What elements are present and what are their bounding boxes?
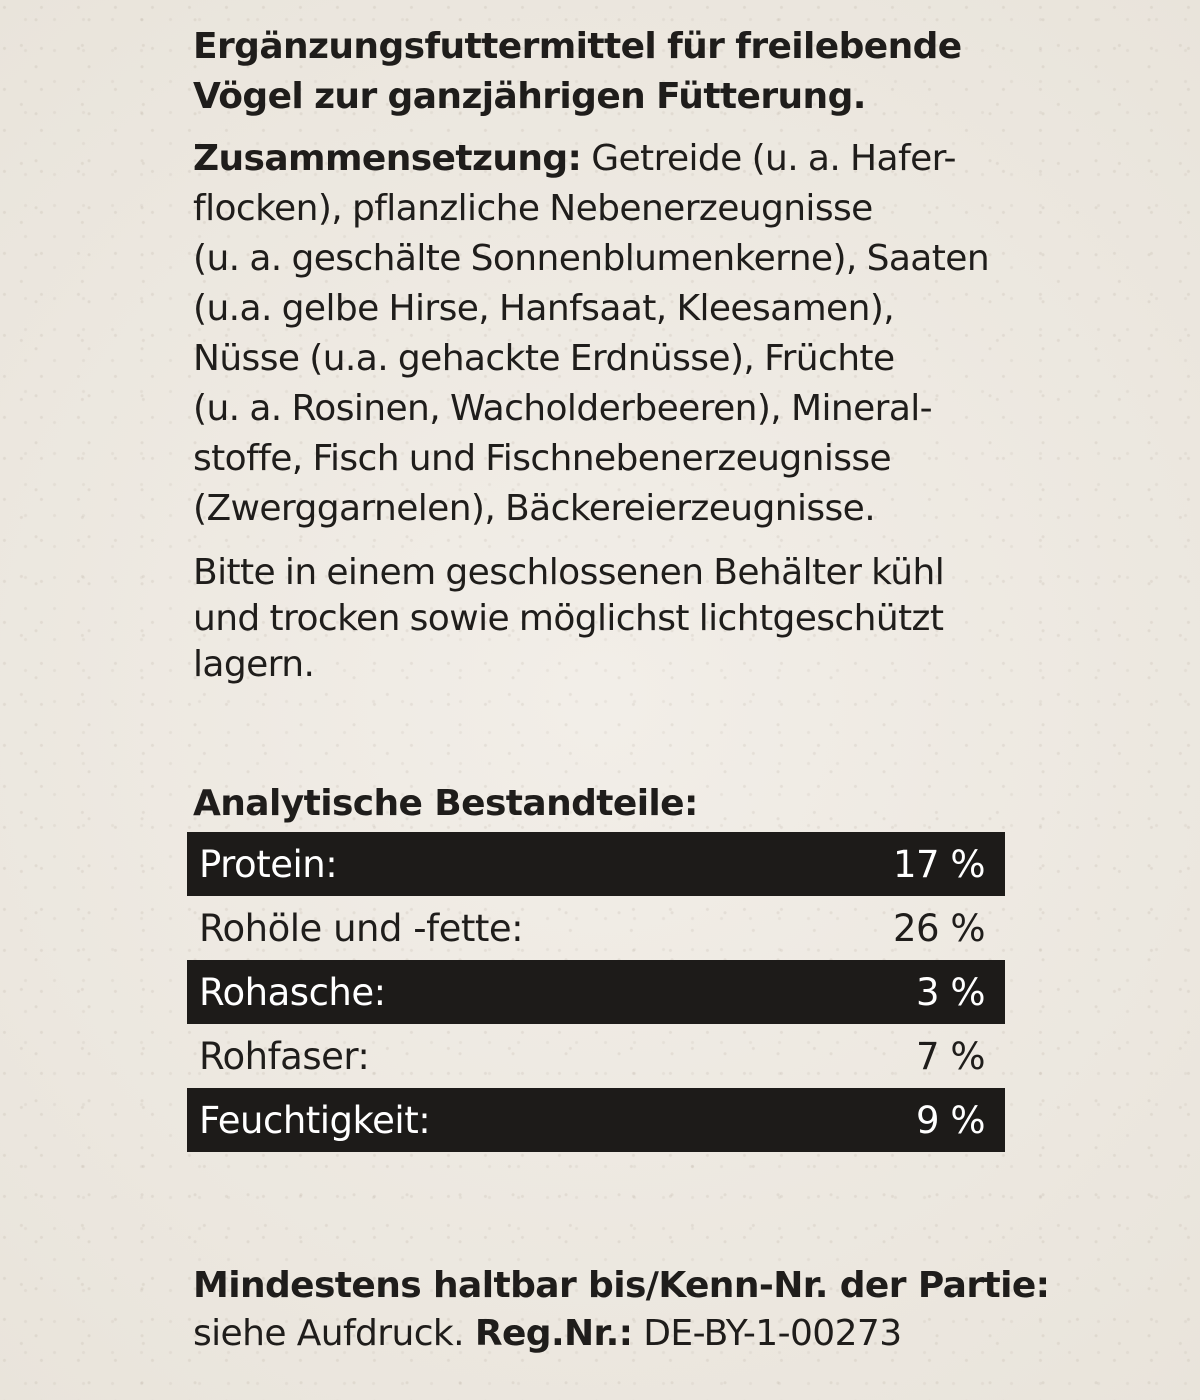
- best-before-line: Mindestens haltbar bis/Kenn-Nr. der Partie:: [193, 1265, 1050, 1306]
- analysis-value: 3 %: [916, 970, 985, 1014]
- print-reference: siehe Aufdruck.: [193, 1313, 464, 1354]
- analysis-label: Protein:: [199, 842, 338, 886]
- registration-line: [193, 1310, 1093, 1358]
- composition-line: (u. a. geschälte Sonnenblumenkerne), Saaten: [193, 238, 990, 279]
- analysis-table: [187, 832, 1005, 1152]
- analysis-value: 7 %: [916, 1034, 985, 1078]
- registration-number: DE-BY-1-00273: [643, 1313, 902, 1354]
- analysis-label: Rohfaser:: [199, 1034, 370, 1078]
- analysis-value: 9 %: [916, 1098, 985, 1142]
- analysis-value: 26 %: [893, 906, 985, 950]
- composition-text-start: Getreide (u. a. Hafer-: [591, 138, 956, 179]
- storage-line: und trocken sowie möglichst lichtgeschützt: [193, 598, 944, 639]
- analysis-label: Feuchtigkeit:: [199, 1098, 431, 1142]
- analysis-row-fat: [187, 896, 1005, 960]
- analysis-title: Analytische Bestandteile:: [193, 783, 698, 824]
- composition-line: stoffe, Fisch und Fischnebenerzeugnisse: [193, 438, 892, 479]
- registration-label: Reg.Nr.:: [474, 1313, 633, 1354]
- composition-line: (Zwerggarnelen), Bäckereierzeugnisse.: [193, 488, 876, 529]
- storage-line: Bitte in einem geschlossenen Behälter kühl: [193, 552, 945, 593]
- analysis-label: Rohasche:: [199, 970, 386, 1014]
- storage-instructions: [193, 550, 1023, 688]
- analysis-row-ash: [187, 960, 1005, 1024]
- intro-line-2: Vögel zur ganzjährigen Fütterung.: [193, 76, 866, 117]
- analysis-row-moisture: [187, 1088, 1005, 1152]
- storage-line: lagern.: [193, 644, 315, 685]
- composition-line: (u. a. Rosinen, Wacholderbeeren), Mineral-: [193, 388, 933, 429]
- analysis-value: 17 %: [893, 842, 985, 886]
- composition-label: Zusammensetzung:: [193, 138, 582, 179]
- analysis-row-fiber: [187, 1024, 1005, 1088]
- composition-line: Nüsse (u.a. gehackte Erdnüsse), Früchte: [193, 338, 895, 379]
- composition-line: (u.a. gelbe Hirse, Hanfsaat, Kleesamen),: [193, 288, 895, 329]
- analysis-row-protein: [187, 832, 1005, 896]
- composition-section: [193, 134, 1023, 534]
- label-content: [193, 22, 1023, 1152]
- analysis-label: Rohöle und -fette:: [199, 906, 524, 950]
- composition-line-1: [193, 134, 1023, 184]
- footer-section: [193, 1262, 1093, 1358]
- product-description: [193, 22, 1023, 122]
- composition-line: flocken), pflanzliche Nebenerzeugnisse: [193, 188, 873, 229]
- intro-line-1: Ergänzungsfuttermittel für freilebende: [193, 26, 962, 67]
